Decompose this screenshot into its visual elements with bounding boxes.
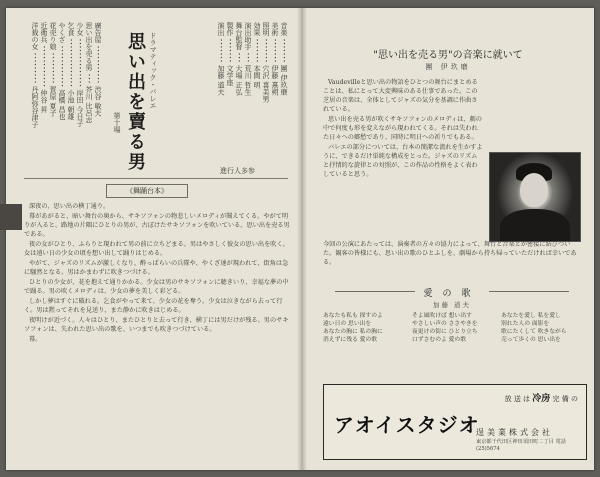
song-verse-1: あなたも私も 探すのよ 遠い日の 思い出を あなたの胸に 私の胸に 消えずに残る 愛の歌 (323, 313, 383, 343)
magazine-spread (6, 8, 594, 470)
credit-line: 音楽 ･･･････ 團 伊玖磨 (280, 22, 288, 96)
credit-line: 演出 ･･･････ 加藤 道夫 (217, 22, 225, 96)
script-heading: 《舞踊台本》 (106, 184, 188, 198)
script-paragraph: 幕。 (29, 336, 42, 343)
cast-line: 少女 ･･････････････ 岸田 今日子 (76, 22, 84, 127)
article-closing: 今回の公演にあたっては、演奏者の方々の協力によって、舞台と音楽とが密接に結びついた。観客の皆様にも、思い出の歌のひとふしを、劇場から持ち帰っていただければ幸いである。 (323, 241, 577, 266)
binding-tab (0, 204, 22, 230)
cast-line: 近衛兵 ････････････ 仲谷 昇 (40, 22, 48, 113)
credit-line: 舞台監督 ･･･ 大場 正弘 (235, 22, 243, 96)
divider (24, 178, 288, 179)
portrait-photo (489, 152, 581, 242)
script-paragraph: 夜の女がひとり、ふらりと現われて男の前に立ちどまる。男はやさしく彼女の思い出を吹く。女は遠い日の少女の頃を想い出して踊りはじめる。 (24, 241, 289, 257)
ad-address: 東京都千代田区神田須田町二丁目 電話(25)5674 (476, 439, 566, 452)
song-title: 愛の歌 (423, 289, 481, 299)
credit-line: 効果 ･･･････ 本間 明 (253, 22, 261, 89)
cast-line: 廣告屋 ･･･････････ 渋谷 敏夫 (94, 22, 102, 117)
ad-tag-prefix: 放 送 は (504, 395, 531, 403)
cast-list (12, 22, 102, 162)
play-scene: 第十場 (113, 112, 121, 133)
play-genre: ドラマティック・バレエ (149, 32, 157, 109)
ad-tag-suffix: 完 備 の (552, 395, 578, 403)
song-author: 加藤 道夫 (432, 301, 472, 309)
article-paragraph: バレエの部分については、台本の簡潔な流れを生かすように、できるだけ単純な構成をとった。ジャズのリズムと抒情的な旋律との対照が、この作品の性格をよく表わしていると思う。 (323, 144, 483, 178)
studio-advertisement (323, 384, 587, 460)
play-title: 思い出を賣る男 (125, 32, 146, 172)
script-paragraph: ひとりの少女が、花を抱えて通りかかる。少女は男のサキソフォンに聴きいり、幸福な夢の中で踊る。男の吹くメロディは、少女の夢を美しく彩どる。 (24, 279, 289, 295)
script-body (24, 202, 290, 460)
left-page (6, 8, 297, 470)
script-paragraph: やがて、ジャズのリズムが激しくなり、酔っぱらいの兵隊や、やくざ達が現われて、街角は急に騒然となる。男はかまわずに吹きつづける。 (24, 260, 289, 276)
cast-line: 花売り娘 ･････････ 賀原 夏子 (49, 22, 57, 117)
article-paragraph: Vaudevilleと思い出の物語をひとつの舞台にまとめることは、私にとって大変興味のある仕事であった。この芝居の音楽は、全体としてジャズの気分を基調に作曲されている。 (323, 79, 478, 113)
ad-tagline (505, 391, 578, 404)
script-paragraph: 幕があがると、暗い舞台の奥から、サキソフォンの物悲しいメロディが聞えてくる。やがて明りが入ると、路地の片隅にひとりの男が、古ぼけたサキソフォンを吹いている。思い出を売る男である。 (24, 213, 290, 238)
credit-line: 照明 ･･･････ 穴沢 喜美男 (262, 22, 270, 103)
credit-line: 演出助手 ･･･ 荒川 哲生 (244, 22, 252, 96)
article-paragraph: 思い出を売る男が吹くサキソフォンのメロディは、劇の中で何度も形を変えながら現われてくる。それは失われた日々への郷愁であり、同時に明日への祈りでもある。 (323, 116, 482, 141)
credit-line: 製作 ･･･････ 文学座 (226, 22, 234, 86)
credit-line: 美術 ･･･････ 伊藤 熹朔 (271, 22, 279, 96)
article-body (323, 78, 483, 258)
article-title: "思い出を売る男"の音楽に就いて (373, 50, 523, 61)
play-title-block (108, 22, 164, 172)
script-paragraph: 深夜の、思い出の横丁通り。 (29, 203, 110, 210)
credits-list (168, 22, 288, 182)
article-author: 團 伊玖磨 (425, 63, 471, 71)
ad-tag-highlight: 冷房 (532, 394, 551, 404)
ad-studio-name: アオイスタジオ (334, 413, 480, 437)
script-paragraph: しかし夢はすぐに破れる。乞食がやって来て、少女の花を奪う。少女は泣きながら去って行く。男は黙ってそれを見送り、また静かに吹きはじめる。 (24, 298, 283, 314)
cast-line: 乞食 ･･････････････ 小池 朝雄 (67, 22, 75, 120)
script-paragraph: 夜明けが近づく。人々はひとり、またひとりと去って行き、横丁には男だけが残る。男のサキソフォンは、失われた思い出の歌を、いつまでも吹きつづけている。 (24, 317, 289, 333)
photo-face (520, 173, 548, 207)
song-lyrics (323, 312, 581, 376)
cast-line: 思い出を売る男 ･･･ 芥川 比呂志 (85, 22, 93, 124)
right-page (307, 8, 594, 470)
ad-company: 逞美業株式会社 (476, 428, 553, 437)
song-verse-3: あなたを愛し 私を愛し 別れた人の 面影を 歌にたくして 吹きながら 売って歩くの 思い出を (501, 313, 567, 343)
cast-line: やくざ ････････････ 高橋 昌也 (58, 22, 66, 120)
photo-shoulders (500, 209, 570, 242)
program-note: 進行人多参 (220, 167, 255, 175)
book-gutter (297, 8, 307, 470)
cast-line: 洋裁の女 ･････････ 丹阿弥谷津子 (31, 22, 39, 128)
song-verse-2: そよ風吹けば 想い出す やさしい声の ささやきを 夜更けの街に ひとり立ち 口ずさむのよ 愛の歌 (412, 313, 478, 343)
